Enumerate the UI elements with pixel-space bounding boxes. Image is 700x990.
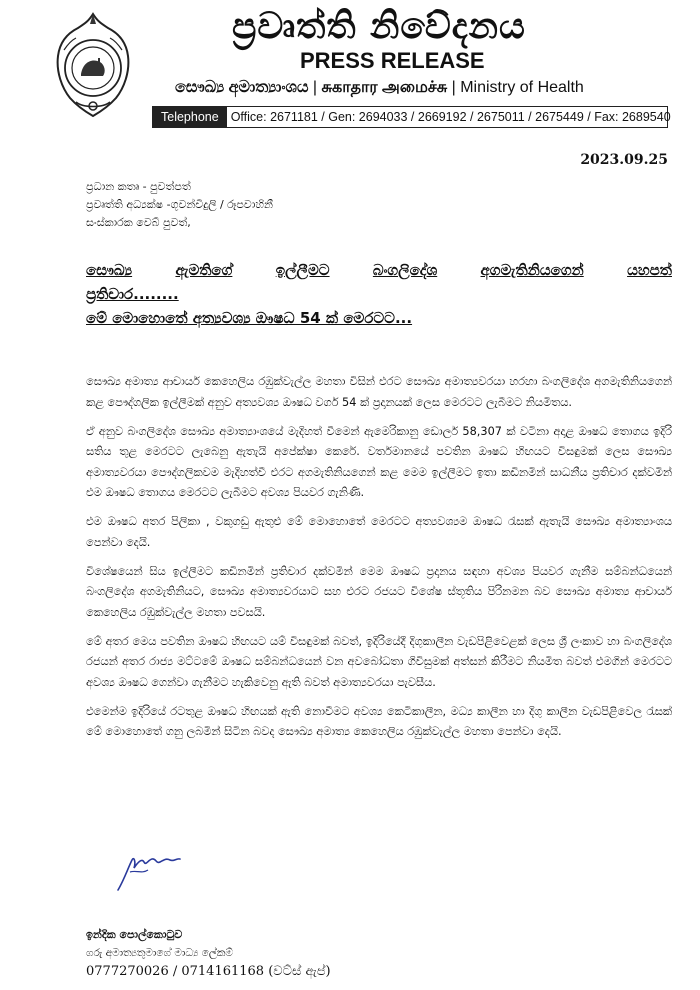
signatory-phone: 0777270026 / 0714161168 (වට්ස් ඇප්) xyxy=(86,964,331,979)
release-date: 2023.09.25 xyxy=(580,152,668,168)
headline xyxy=(86,258,672,330)
body-paragraph: ඒ අනුව බංගලිදේශ සෞඛ්‍ය අමාත්‍යාංශයේ මැදිහත් වීමෙන් ඇමෙරිකානු ඩොලර් 58,307 ක් වටිනා අදාළ ඖෂධ තොගය ඉදිරි සතිය තුළ මෙරටට ලැබෙනු ඇතැයි අපේක්ෂා කෙරේ. වර්තමානයේ පවතින ඖෂධ හිඟයට විසඳුමක් ලෙස සෞඛ්‍ය අමාත්‍යවරයා පෞද්ගලිකවම මැදිහත්වී එරට අගමැතිනියගෙන් කළ මෙම ඉල්ලීමට ඉතා කඩිනමින් සාධනීය ප්‍රතිචාර දක්වමින් එම ඖෂධ තොගය මෙරටට ලැබීමට අවශ්‍ය පියවර ගැනිණි. xyxy=(86,424,672,499)
handwritten-signature-icon xyxy=(112,850,192,895)
body-text xyxy=(86,372,672,751)
headline-word: බංගලිදේශ xyxy=(372,261,438,279)
headline-word: අගමැතිනියගෙන් xyxy=(480,261,584,279)
headline-word: සෞඛ්‍ය xyxy=(86,261,133,279)
ministry-name-tamil: சுகாதார அமைச்சு xyxy=(321,79,448,96)
headline-line-2: ප්‍රතිචාර........ xyxy=(86,285,179,303)
ministry-name-sinhala: සෞඛ්‍ය අමාත්‍යාංශය xyxy=(175,79,309,96)
sri-lanka-emblem-icon xyxy=(48,10,138,120)
body-paragraph: මේ අතර මෙය පවතින ඖෂධ හිඟයට යම් විසඳුමක් බවත්, ඉදිරියේදී දිගුකාලීන වැඩපිළිවෙළක් ලෙස ශ්‍රී ලංකාව හා බංගලිදේශ රජයන් අතර රාජ්‍ය මට්ටමේ ඖෂධ සම්බන්ධයෙන් වන අවබෝධතා ගිවිසුමක් අත්සන් කිරීමට නියමිත බවත් එමගින් මෙරටට අවශ්‍ය ඖෂධ ගෙන්වා ගැනීමට හැකිවෙනු ඇති බවත් අමාත්‍යවරයා පැවසීය. xyxy=(86,634,672,689)
recipient-line: ප්‍රවෘත්ති අධ්‍යක්ෂ -ගුවන්විදුලි / රූපවාහිනී xyxy=(86,198,273,211)
ministry-name-english: Ministry of Health xyxy=(460,79,584,96)
separator: | xyxy=(312,79,318,96)
press-release-title: PRESS RELEASE xyxy=(300,48,485,73)
telephone-label: Telephone xyxy=(153,107,227,127)
headline-word: ඇමතිගේ xyxy=(175,261,233,279)
signatory-title: ගරු අමාත්‍යතුමාගේ මාධ්‍ය ලේකම් xyxy=(86,947,233,959)
separator: | xyxy=(451,79,456,96)
headline-word: ඉල්ලීමට xyxy=(275,261,330,279)
headline-word: යහපත් xyxy=(627,261,672,279)
telephone-bar xyxy=(152,106,671,128)
headline-line-3: මේ මොහොතේ අත්‍යවශ්‍ය ඖෂධ 54 ක් මෙරටට... xyxy=(86,309,413,327)
press-release-title-sinhala: ප්‍රවෘත්ති නිවේදනය xyxy=(232,6,526,47)
recipient-line: සංස්කාරක වෙබ් පුවත්, xyxy=(86,216,191,229)
signatory-name: ඉන්දික පොල්කොටුව xyxy=(86,928,183,941)
body-paragraph: විශේෂයෙන් සිය ඉල්ලීමට කඩිනමින් ප්‍රතිචාර දක්වමින් මෙම ඖෂධ ප්‍රදානය සඳහා අවශ්‍ය පියවර ගැනීම සම්බන්ධයෙන් බංගලිදේශ අගමැතිනියට, සෞඛ්‍ය අමාත්‍යවරයාට සහ එරට රජයට විශේෂ ස්තූතිය පිරිනමන බව සෞඛ්‍ය අමාත්‍ය ආචාර්ය කෙහෙලිය රඹුක්වැල්ල මහතා පවසයි. xyxy=(86,564,672,619)
ministry-line xyxy=(175,78,584,98)
headline-line-1 xyxy=(86,258,672,282)
body-paragraph: එම ඖෂධ අතර පිලිකා , වකුගඩු ඇතුළු මේ මොහොතේ මෙරටට අත්‍යවශ්‍යම ඖෂධ රැසක් ඇතැයි සෞඛ්‍ය අමාත්‍යාංශය පෙන්වා දෙයි. xyxy=(86,515,672,549)
body-paragraph: එමෙන්ම ඉදිරියේ රටතුළ ඖෂධ හිඟයක් ඇති නොවීමට අවශ්‍ය කෙටිකාලීන, මධ්‍ය කාලීන හා දිගු කාලීන වැඩපිළිවෙල රැසක් මේ මොහොතේ ගනු ලබමින් සිටින බවද සෞඛ්‍ය අමාත්‍ය කෙහෙලිය රඹුක්වැල්ල මහතා පෙන්වා දෙයි. xyxy=(86,704,672,738)
recipient-list xyxy=(86,178,273,232)
telephone-numbers: Office: 2671181 / Gen: 2694033 / 2669192 / 2675011 / 2675449 / Fax: 2689540 xyxy=(230,110,671,124)
recipient-line: ප්‍රධාන කතෘ - පුවත්පත් xyxy=(86,180,191,193)
body-paragraph: සෞඛ්‍ය අමාත්‍ය ආචාර්ය කෙහෙලිය රඹුක්වැල්ල මහතා විසින් එරට සෞඛ්‍ය අමාත්‍යවරයා හරහා බංගලිදේශ අගමැතිනියගෙන් කළ පෞද්ගලික ඉල්ලීමක් අනුව අත්‍යවශ්‍ය ඖෂධ වර්ග 54 ක් ප්‍රදානයක් ලෙස මෙරටට ලැබීමට නියමිතය. xyxy=(86,375,672,409)
